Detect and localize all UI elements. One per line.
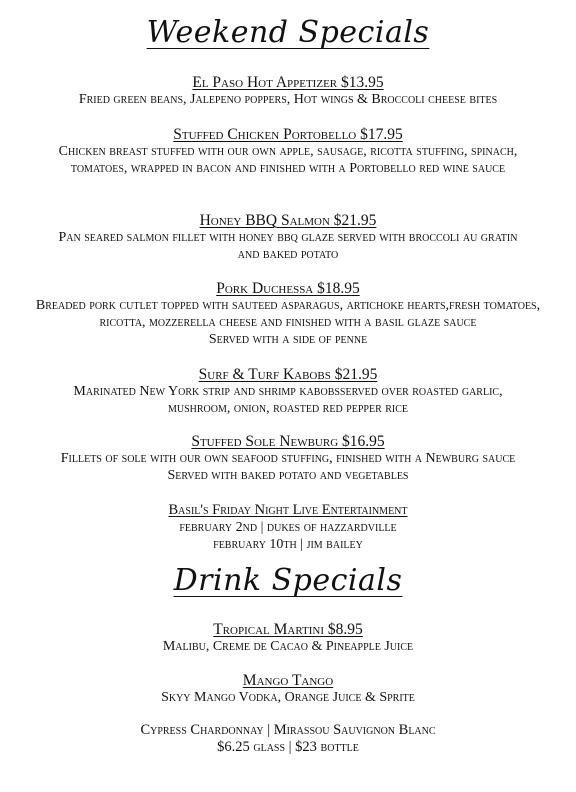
entertainment-date-1: february 2nd | dukes of hazzardville	[179, 520, 397, 535]
item-description: Pan seared salmon fillet with honey bbq glaze served with broccoli au gratin and baked potato	[58, 230, 518, 262]
wine-prices: $6.25 glass | $23 bottle	[217, 739, 359, 755]
entertainment-block	[0, 502, 576, 553]
drink-item-tropical-martini	[0, 621, 576, 655]
menu-item-stuffed-chicken	[0, 126, 576, 177]
menu-item-pork-duchessa	[0, 280, 576, 348]
item-title: El Paso Hot Appetizer $13.95	[192, 74, 384, 91]
entertainment-title: Basil's Friday Night Live Entertainment	[168, 502, 408, 518]
item-description: Malibu, Creme de Cacao & Pineapple Juice	[162, 639, 414, 654]
item-title: Stuffed Chicken Portobello $17.95	[173, 126, 403, 143]
item-description: Chicken breast stuffed with our own apple, sausage, ricotta stuffing, spinach, tomatoes, wrapped in bacon and finished with a Portobello red wine sauce	[58, 144, 518, 176]
menu-item-honey-bbq-salmon	[0, 212, 576, 263]
item-description: Marinated New York strip and shrimp kabobsserved over roasted garlic, mushroom, onion, roasted red pepper rice	[73, 384, 503, 416]
menu-item-stuffed-sole	[0, 433, 576, 484]
wine-names: Cypress Chardonnay | Mirassou Sauvignon Blanc	[140, 722, 436, 738]
weekend-specials-heading-block	[0, 16, 576, 50]
item-description: Fillets of sole with our own seafood stuffing, finished with a Newburg sauce	[60, 451, 516, 466]
item-title: Tropical Martini $8.95	[213, 621, 363, 638]
drink-specials-heading: Drink Specials	[173, 563, 403, 598]
item-title: Pork Duchessa $18.95	[216, 280, 360, 297]
item-description: Skyy Mango Vodka, Orange Juice & Sprite	[161, 690, 415, 705]
weekend-specials-heading: Weekend Specials	[146, 15, 430, 50]
item-title: Mango Tango	[242, 672, 334, 689]
item-description-extra: Served with baked potato and vegetables	[167, 468, 409, 483]
menu-item-surf-turf	[0, 366, 576, 417]
menu-item-el-paso	[0, 74, 576, 108]
wine-special	[0, 722, 576, 756]
item-title: Surf & Turf Kabobs $21.95	[198, 366, 378, 383]
entertainment-date-2: february 10th | jim bailey	[213, 537, 363, 552]
item-title: Honey BBQ Salmon $21.95	[199, 212, 377, 229]
item-title: Stuffed Sole Newburg $16.95	[191, 433, 385, 450]
item-description: Breaded pork cutlet topped with sauteed asparagus, artichoke hearts,fresh tomatoes, ricotta, mozzerella cheese and finished with a basil glaze sauce	[35, 298, 541, 330]
item-description: Fried green beans, Jalepeno poppers, Hot wings & Broccoli cheese bites	[78, 92, 498, 107]
drink-specials-heading-block	[0, 564, 576, 598]
drink-item-mango-tango	[0, 672, 576, 706]
item-description-extra: Served with a side of penne	[208, 332, 368, 347]
